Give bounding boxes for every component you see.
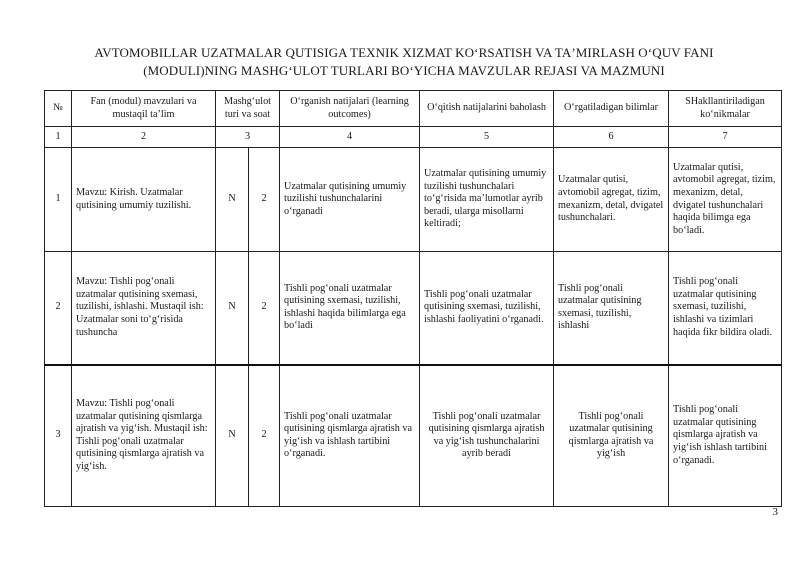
- column-number-row: [45, 127, 782, 148]
- column-number: 2: [72, 127, 216, 148]
- document-title: [40, 44, 768, 80]
- row-outcomes: Uzatmalar qutisining umumiy tuzilishi tushunchalarini oʻrganadi: [280, 148, 420, 252]
- row-number: 2: [45, 252, 72, 365]
- title-line-1: AVTOMOBILLAR UZATMALAR QUTISIGA TEXNIK XIZMAT KOʻRSATISH VA TAʼMIRLASH OʻQUV FANI: [94, 45, 714, 60]
- column-number: 5: [420, 127, 554, 148]
- page-number: 3: [772, 506, 778, 518]
- table-row: [45, 365, 782, 507]
- row-skills: Tishli pogʻonali uzatmalar qutisining qismlarga ajratish va yigʻish ishlash tartibini oʻrganadi.: [669, 365, 782, 507]
- header-skills: SHakllantiriladigan koʻnikmalar: [669, 91, 782, 127]
- header-lesson-type: Mashgʻulot turi va soat: [216, 91, 280, 127]
- row-outcomes: Tishli pogʻonali uzatmalar qutisining sxemasi, tuzilishi, ishlashi haqida bilimlarga ega boʻladi: [280, 252, 420, 365]
- row-assessment: Tishli pogʻonali uzatmalar qutisining qismlarga ajratish va yigʻish tushunchalarini ayrib beradi: [420, 365, 554, 507]
- column-number: 6: [554, 127, 669, 148]
- row-hours: 2: [249, 252, 280, 365]
- row-number: 1: [45, 148, 72, 252]
- header-outcomes: Oʻrganish natijalari (learning outcomes): [280, 91, 420, 127]
- header-topic: Fan (modul) mavzulari va mustaqil taʼlim: [72, 91, 216, 127]
- column-number: 3: [216, 127, 280, 148]
- row-topic: Mavzu: Tishli pogʻonali uzatmalar qutisining sxemasi, tuzilishi, ishlashi. Mustaqil ish: Uzatmalar soni toʻgʻrisida tushuncha: [72, 252, 216, 365]
- row-knowledge: Tishli pogʻonali uzatmalar qutisining qismlarga ajratish va yigʻish: [554, 365, 669, 507]
- table-row: [45, 252, 782, 365]
- header-knowledge: Oʻrgatiladigan bilimlar: [554, 91, 669, 127]
- row-number: 3: [45, 365, 72, 507]
- row-lesson-type: N: [216, 365, 249, 507]
- row-knowledge: Tishli pogʻonali uzatmalar qutisining sxemasi, tuzilishi, ishlashi: [554, 252, 669, 365]
- row-lesson-type: N: [216, 252, 249, 365]
- row-skills: Tishli pogʻonali uzatmalar qutisining sxemasi, tuzilishi, ishlashi va tizimlari haqida fikr bildira oladi.: [669, 252, 782, 365]
- row-assessment: Tishli pogʻonali uzatmalar qutisining sxemasi, tuzilishi, ishlashi faoliyatini oʻrganadi.: [420, 252, 554, 365]
- title-line-2: (MODULI)NING MASHGʻULOT TURLARI BOʻYICHA MAVZULAR REJASI VA MAZMUNI: [143, 63, 665, 78]
- header-number: №: [45, 91, 72, 127]
- table-row: [45, 148, 782, 252]
- column-number: 4: [280, 127, 420, 148]
- row-hours: 2: [249, 148, 280, 252]
- topics-plan-table: [44, 90, 782, 507]
- row-lesson-type: N: [216, 148, 249, 252]
- row-topic: Mavzu: Kirish. Uzatmalar qutisining umumiy tuzilishi.: [72, 148, 216, 252]
- table-header-row: [45, 91, 782, 127]
- row-knowledge: Uzatmalar qutisi, avtomobil agregat, tizim, mexanizm, detal, dvigatel tushunchalari.: [554, 148, 669, 252]
- row-skills: Uzatmalar qutisi, avtomobil agregat, tizim, mexanizm, detal, dvigatel tushunchalari haqida bilimga ega boʻladi.: [669, 148, 782, 252]
- row-assessment: Uzatmalar qutisining umumiy tuzilishi tushunchalari toʻgʻrisida maʼlumotlar ayrib beradi, ularga misollarni keltiradi;: [420, 148, 554, 252]
- row-hours: 2: [249, 365, 280, 507]
- row-outcomes: Tishli pogʻonali uzatmalar qutisining qismlarga ajratish va yigʻish va ishlash tartibini oʻrganadi.: [280, 365, 420, 507]
- column-number: 1: [45, 127, 72, 148]
- row-topic: Mavzu: Tishli pogʻonali uzatmalar qutisining qismlarga ajratish va yigʻish. Mustaqil ish: Tishli pogʻonali uzatmalar qutisining qismlarga ajratish va yigʻish.: [72, 365, 216, 507]
- column-number: 7: [669, 127, 782, 148]
- header-assessment: Oʻqitish natijalarini baholash: [420, 91, 554, 127]
